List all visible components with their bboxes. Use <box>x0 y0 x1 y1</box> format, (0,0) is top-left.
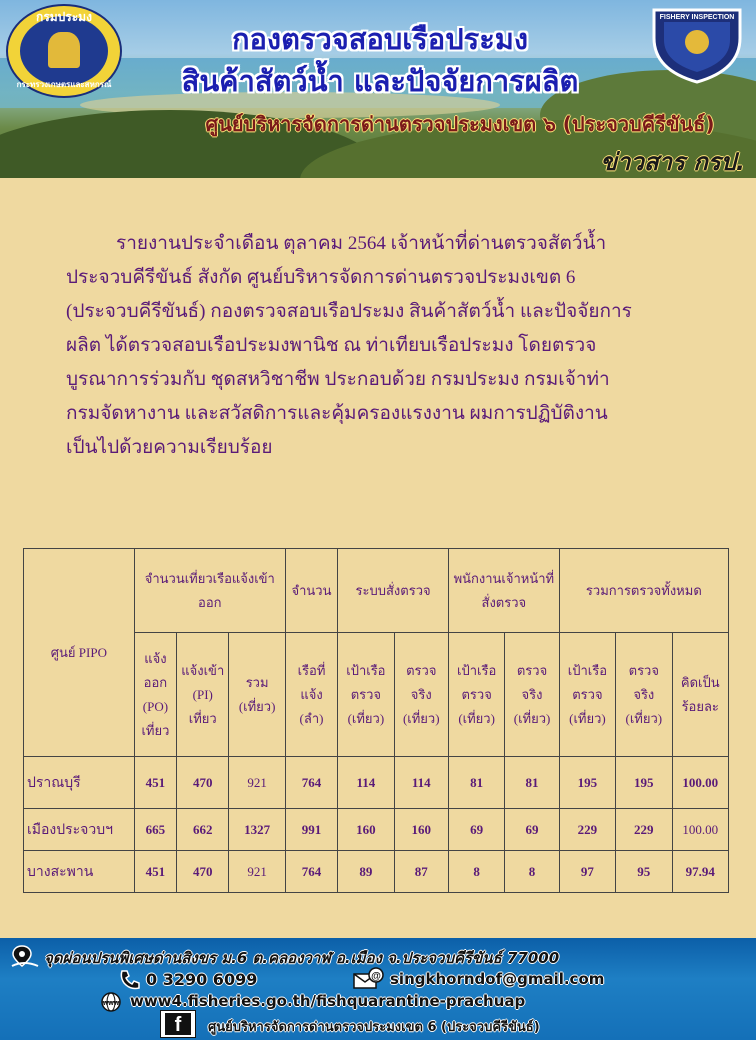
svg-text:www: www <box>102 1000 120 1007</box>
contact-footer <box>0 938 756 1040</box>
paragraph-line: ผลิต ได้ตรวจสอบเรือประมงพานิช ณ ท่าเทียบเรือประมง โดยตรวจ <box>66 335 597 356</box>
subheader-percent: คิดเป็น ร้อยละ <box>672 633 729 757</box>
phone-text[interactable]: 0 3290 6099 <box>146 970 258 989</box>
badge-top-text: FISHERY INSPECTION <box>659 14 735 21</box>
department-logo: กรมประมง กระทรวงเกษตรและสหกรณ์ <box>6 4 122 98</box>
table-row: บางสะพาน 451 470 921 764 89 87 8 8 97 95 97.94 <box>24 851 729 893</box>
paragraph-line: กรมจัดหางาน และสวัสดิการและคุ้มครองแรงงาน ผมการปฏิบัติงาน <box>66 403 608 424</box>
subheader-tot-actual: ตรวจ จริง (เที่ยว) <box>616 633 672 757</box>
header-officer: พนักงานเจ้าหน้าที่สั่งตรวจ <box>448 549 559 633</box>
email-text[interactable]: singkhorndof@gmail.com <box>390 970 605 988</box>
subheader-sum: รวม (เที่ยว) <box>229 633 285 757</box>
email-icon <box>352 966 386 990</box>
subheader-pi: แจ้งเข้า (PI) เที่ยว <box>177 633 229 757</box>
header-trips: จำนวนเที่ยวเรือแจ้งเข้าออก <box>134 549 285 633</box>
subheader-sys-actual: ตรวจ จริง (เที่ยว) <box>394 633 448 757</box>
address-text: จุดผ่อนปรนพิเศษด่านสิงขร ม.6 ต.คลองวาฬ อ.เมือง จ.ประจวบคีรีขันธ์ 77000 <box>44 949 560 967</box>
globe-icon <box>96 991 126 1013</box>
facebook-page-text[interactable]: ศูนย์บริหารจัดการด่านตรวจประมงเขต 6 (ประจวบคีรีขันธ์) <box>208 1020 540 1035</box>
title-line-3: ศูนย์บริหารจัดการด่านตรวจประมงเขต ๖ (ประจวบคีรีขันธ์) <box>205 112 715 136</box>
header-count: จำนวน <box>285 549 337 633</box>
header-center: ศูนย์ PIPO <box>24 549 135 757</box>
subheader-off-target: เป้าเรือ ตรวจ (เที่ยว) <box>448 633 504 757</box>
table-row: ปราณบุรี 451 470 921 764 114 114 81 81 195 195 100.00 <box>24 757 729 809</box>
facebook-icon[interactable]: f <box>160 1010 196 1038</box>
header-system: ระบบสั่งตรวจ <box>338 549 449 633</box>
news-label: ข่าวสาร กรป. <box>600 148 745 176</box>
subheader-tot-target: เป้าเรือ ตรวจ (เที่ยว) <box>559 633 615 757</box>
inspection-table <box>23 548 729 893</box>
subheader-boats: เรือที่ แจ้ง (ลำ) <box>285 633 337 757</box>
subheader-off-actual: ตรวจ จริง (เที่ยว) <box>505 633 559 757</box>
subheader-sys-target: เป้าเรือ ตรวจ (เที่ยว) <box>338 633 394 757</box>
report-paragraph <box>66 227 696 465</box>
table-row: เมืองประจวบฯ 665 662 1327 991 160 160 69 69 229 229 100.00 <box>24 809 729 851</box>
paragraph-line: รายงานประจำเดือน ตุลาคม 2564 เจ้าหน้าที่ด่านตรวจสัตว์น้ำ <box>116 233 607 254</box>
paragraph-line: ประจวบคีรีขันธ์ สังกัด ศูนย์บริหารจัดการด่านตรวจประมงเขต 6 <box>66 267 576 288</box>
svg-text:@: @ <box>371 971 381 982</box>
fishery-inspection-badge <box>648 4 746 84</box>
subheader-po: แจ้ง ออก (PO) เที่ยว <box>134 633 176 757</box>
paragraph-line: เป็นไปด้วยความเรียบร้อย <box>66 437 273 458</box>
paragraph-line: บูรณาการร่วมกับ ชุดสหวิชาชีพ ประกอบด้วย กรมประมง กรมเจ้าท่า <box>66 369 610 390</box>
paragraph-line: (ประจวบคีรีขันธ์) กองตรวจสอบเรือประมง สินค้าสัตว์น้ำ และปัจจัยการ <box>66 301 632 322</box>
header-banner <box>0 0 756 178</box>
title-line-2: สินค้าสัตว์น้ำ และปัจจัยการผลิต <box>181 64 579 98</box>
title-line-1: กองตรวจสอบเรือประมง <box>231 22 529 56</box>
pin-icon <box>10 944 40 968</box>
phone-icon <box>118 969 142 991</box>
header-total: รวมการตรวจทั้งหมด <box>559 549 728 633</box>
website-link[interactable]: www4.fisheries.go.th/fishquarantine-prachuap <box>130 992 526 1010</box>
